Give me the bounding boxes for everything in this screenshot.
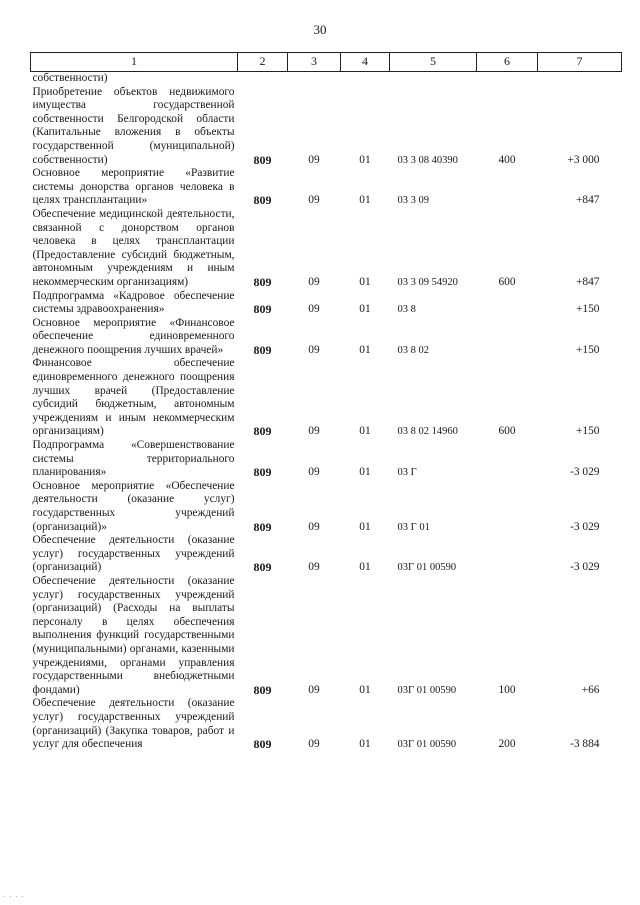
row-expense-type (477, 439, 538, 480)
row-description: Приобретение объектов недвижимого имущества государственной собственности Белгородской области (Капитальные вложения в объекты государственной (муниципальной) собственности) (32, 85, 235, 166)
row-target-article: 03 3 09 (397, 195, 429, 207)
row-expense-type (477, 167, 538, 208)
row-section: 09 (308, 194, 320, 207)
table-row (31, 167, 622, 208)
row-ministry-code: 809 (253, 274, 272, 289)
row-subsection: 01 (359, 343, 371, 356)
row-ministry-code: 809 (253, 682, 272, 697)
row-ministry-code: 809 (253, 560, 272, 575)
row-subsection: 01 (359, 194, 371, 207)
row-description: Основное мероприятие «Обеспечение деятельности (оказание услуг) государственных учреждений (организаций)» (32, 479, 235, 533)
page-number: 30 (313, 22, 327, 37)
row-target-article: 03 3 08 40390 (397, 154, 458, 166)
row-description: собственности) (32, 72, 108, 84)
row-target-article: 03 8 (397, 304, 416, 316)
row-amount: +3 000 (567, 153, 600, 166)
row-amount: +847 (575, 194, 600, 207)
row-ministry-code: 809 (253, 424, 272, 439)
row-subsection: 01 (359, 275, 371, 288)
row-expense-type: 400 (498, 153, 516, 166)
row-target-article: 03 3 09 54920 (397, 276, 458, 288)
table-row (31, 357, 622, 439)
row-section: 09 (308, 520, 320, 533)
row-description: Основное мероприятие «Развитие системы донорства органов человека в целях трансплантации» (32, 167, 235, 207)
row-expense-type (477, 290, 538, 317)
header-col-1: 1 (31, 53, 238, 72)
row-expense-type: 600 (498, 275, 516, 288)
row-description: Обеспечение деятельности (оказание услуг) государственных учреждений (организаций) (32, 534, 235, 574)
table-body (31, 72, 622, 752)
table-row (31, 86, 622, 168)
row-target-article: 03 8 02 14960 (397, 426, 458, 438)
row-target-article: 03 Г (397, 467, 417, 479)
row-amount: -3 029 (570, 520, 600, 533)
table-row (31, 534, 622, 575)
row-section: 09 (308, 466, 320, 479)
row-expense-type: 100 (498, 683, 516, 696)
header-row (31, 53, 622, 72)
row-amount: +150 (575, 303, 600, 316)
row-subsection (341, 72, 390, 86)
row-subsection: 01 (359, 520, 371, 533)
row-section (288, 72, 341, 86)
scan-edge-mark: · · · · (3, 893, 25, 901)
row-ministry-code: 809 (253, 737, 272, 752)
row-section: 09 (308, 303, 320, 316)
row-ministry-code: 809 (253, 342, 272, 357)
row-subsection: 01 (359, 153, 371, 166)
row-amount: -3 029 (570, 466, 600, 479)
row-amount: -3 884 (570, 738, 600, 751)
row-expense-type (477, 480, 538, 534)
row-subsection: 01 (359, 561, 371, 574)
table-row (31, 290, 622, 317)
row-expense-type: 600 (498, 425, 516, 438)
row-amount: +150 (575, 425, 600, 438)
row-target-article: 03Г 01 00590 (397, 684, 457, 696)
row-ministry-code (238, 72, 288, 86)
row-amount: +150 (575, 343, 600, 356)
header-col-4: 4 (341, 53, 390, 72)
row-subsection: 01 (359, 425, 371, 438)
row-section: 09 (308, 343, 320, 356)
row-ministry-code: 809 (253, 193, 272, 208)
row-section: 09 (308, 683, 320, 696)
row-expense-type: 200 (498, 738, 516, 751)
row-description: Обеспечение деятельности (оказание услуг) государственных учреждений (организаций) (Расходы на выплаты персоналу в целях обеспечения выполнения функций государственными (муниципальными) органами, казенными учреждениями, органами управления государственными внебюджетными фондами) (32, 574, 235, 696)
row-description: Подпрограмма «Кадровое обеспечение системы здравоохранения» (32, 289, 235, 316)
table-row (31, 480, 622, 534)
table-row (31, 575, 622, 697)
row-amount: +847 (575, 275, 600, 288)
row-ministry-code: 809 (253, 519, 272, 534)
row-section: 09 (308, 425, 320, 438)
table-row (31, 317, 622, 358)
row-expense-type (477, 72, 538, 86)
row-subsection: 01 (359, 466, 371, 479)
row-subsection: 01 (359, 303, 371, 316)
row-target-article: 03Г 01 00590 (397, 562, 457, 574)
table-row (31, 439, 622, 480)
row-expense-type (477, 317, 538, 358)
table-header (31, 53, 622, 72)
row-amount (538, 72, 622, 86)
header-col-7: 7 (538, 53, 622, 72)
row-section: 09 (308, 561, 320, 574)
row-target-article: 03 Г 01 (397, 521, 430, 533)
table-row (31, 697, 622, 751)
row-section: 09 (308, 275, 320, 288)
row-section: 09 (308, 153, 320, 166)
header-col-3: 3 (288, 53, 341, 72)
table-row (31, 72, 622, 86)
row-amount: -3 029 (570, 561, 600, 574)
row-description: Обеспечение медицинской деятельности, связанной с донорством органов человека в целях трансплантации (Предоставление субсидий бюджетным, автономным учреждениям и иным некоммерческим организациям) (32, 207, 235, 288)
header-col-2: 2 (238, 53, 288, 72)
header-col-6: 6 (477, 53, 538, 72)
row-expense-type (477, 534, 538, 575)
header-col-5: 5 (390, 53, 477, 72)
row-subsection: 01 (359, 738, 371, 751)
row-description: Подпрограмма «Совершенствование системы территориального планирования» (32, 439, 235, 479)
table-row (31, 208, 622, 290)
row-description: Финансовое обеспечение единовременного денежного поощрения лучших врачей (Предоставление субсидий бюджетным, автономным учреждениям и иным некоммерческим организациям) (32, 357, 235, 438)
row-section: 09 (308, 738, 320, 751)
row-description: Обеспечение деятельности (оказание услуг) государственных учреждений (организаций) (Закупка товаров, работ и услуг для обеспечения (32, 697, 235, 751)
row-target-article (390, 72, 477, 86)
row-target-article: 03Г 01 00590 (397, 739, 457, 751)
row-ministry-code: 809 (253, 465, 272, 480)
row-description: Основное мероприятие «Финансовое обеспечение единовременного денежного поощрения лучших врачей» (32, 316, 235, 356)
budget-table (30, 52, 622, 752)
row-ministry-code: 809 (253, 152, 272, 167)
row-ministry-code: 809 (253, 302, 272, 317)
row-subsection: 01 (359, 683, 371, 696)
row-amount: +66 (581, 683, 600, 696)
row-target-article: 03 8 02 (397, 344, 429, 356)
